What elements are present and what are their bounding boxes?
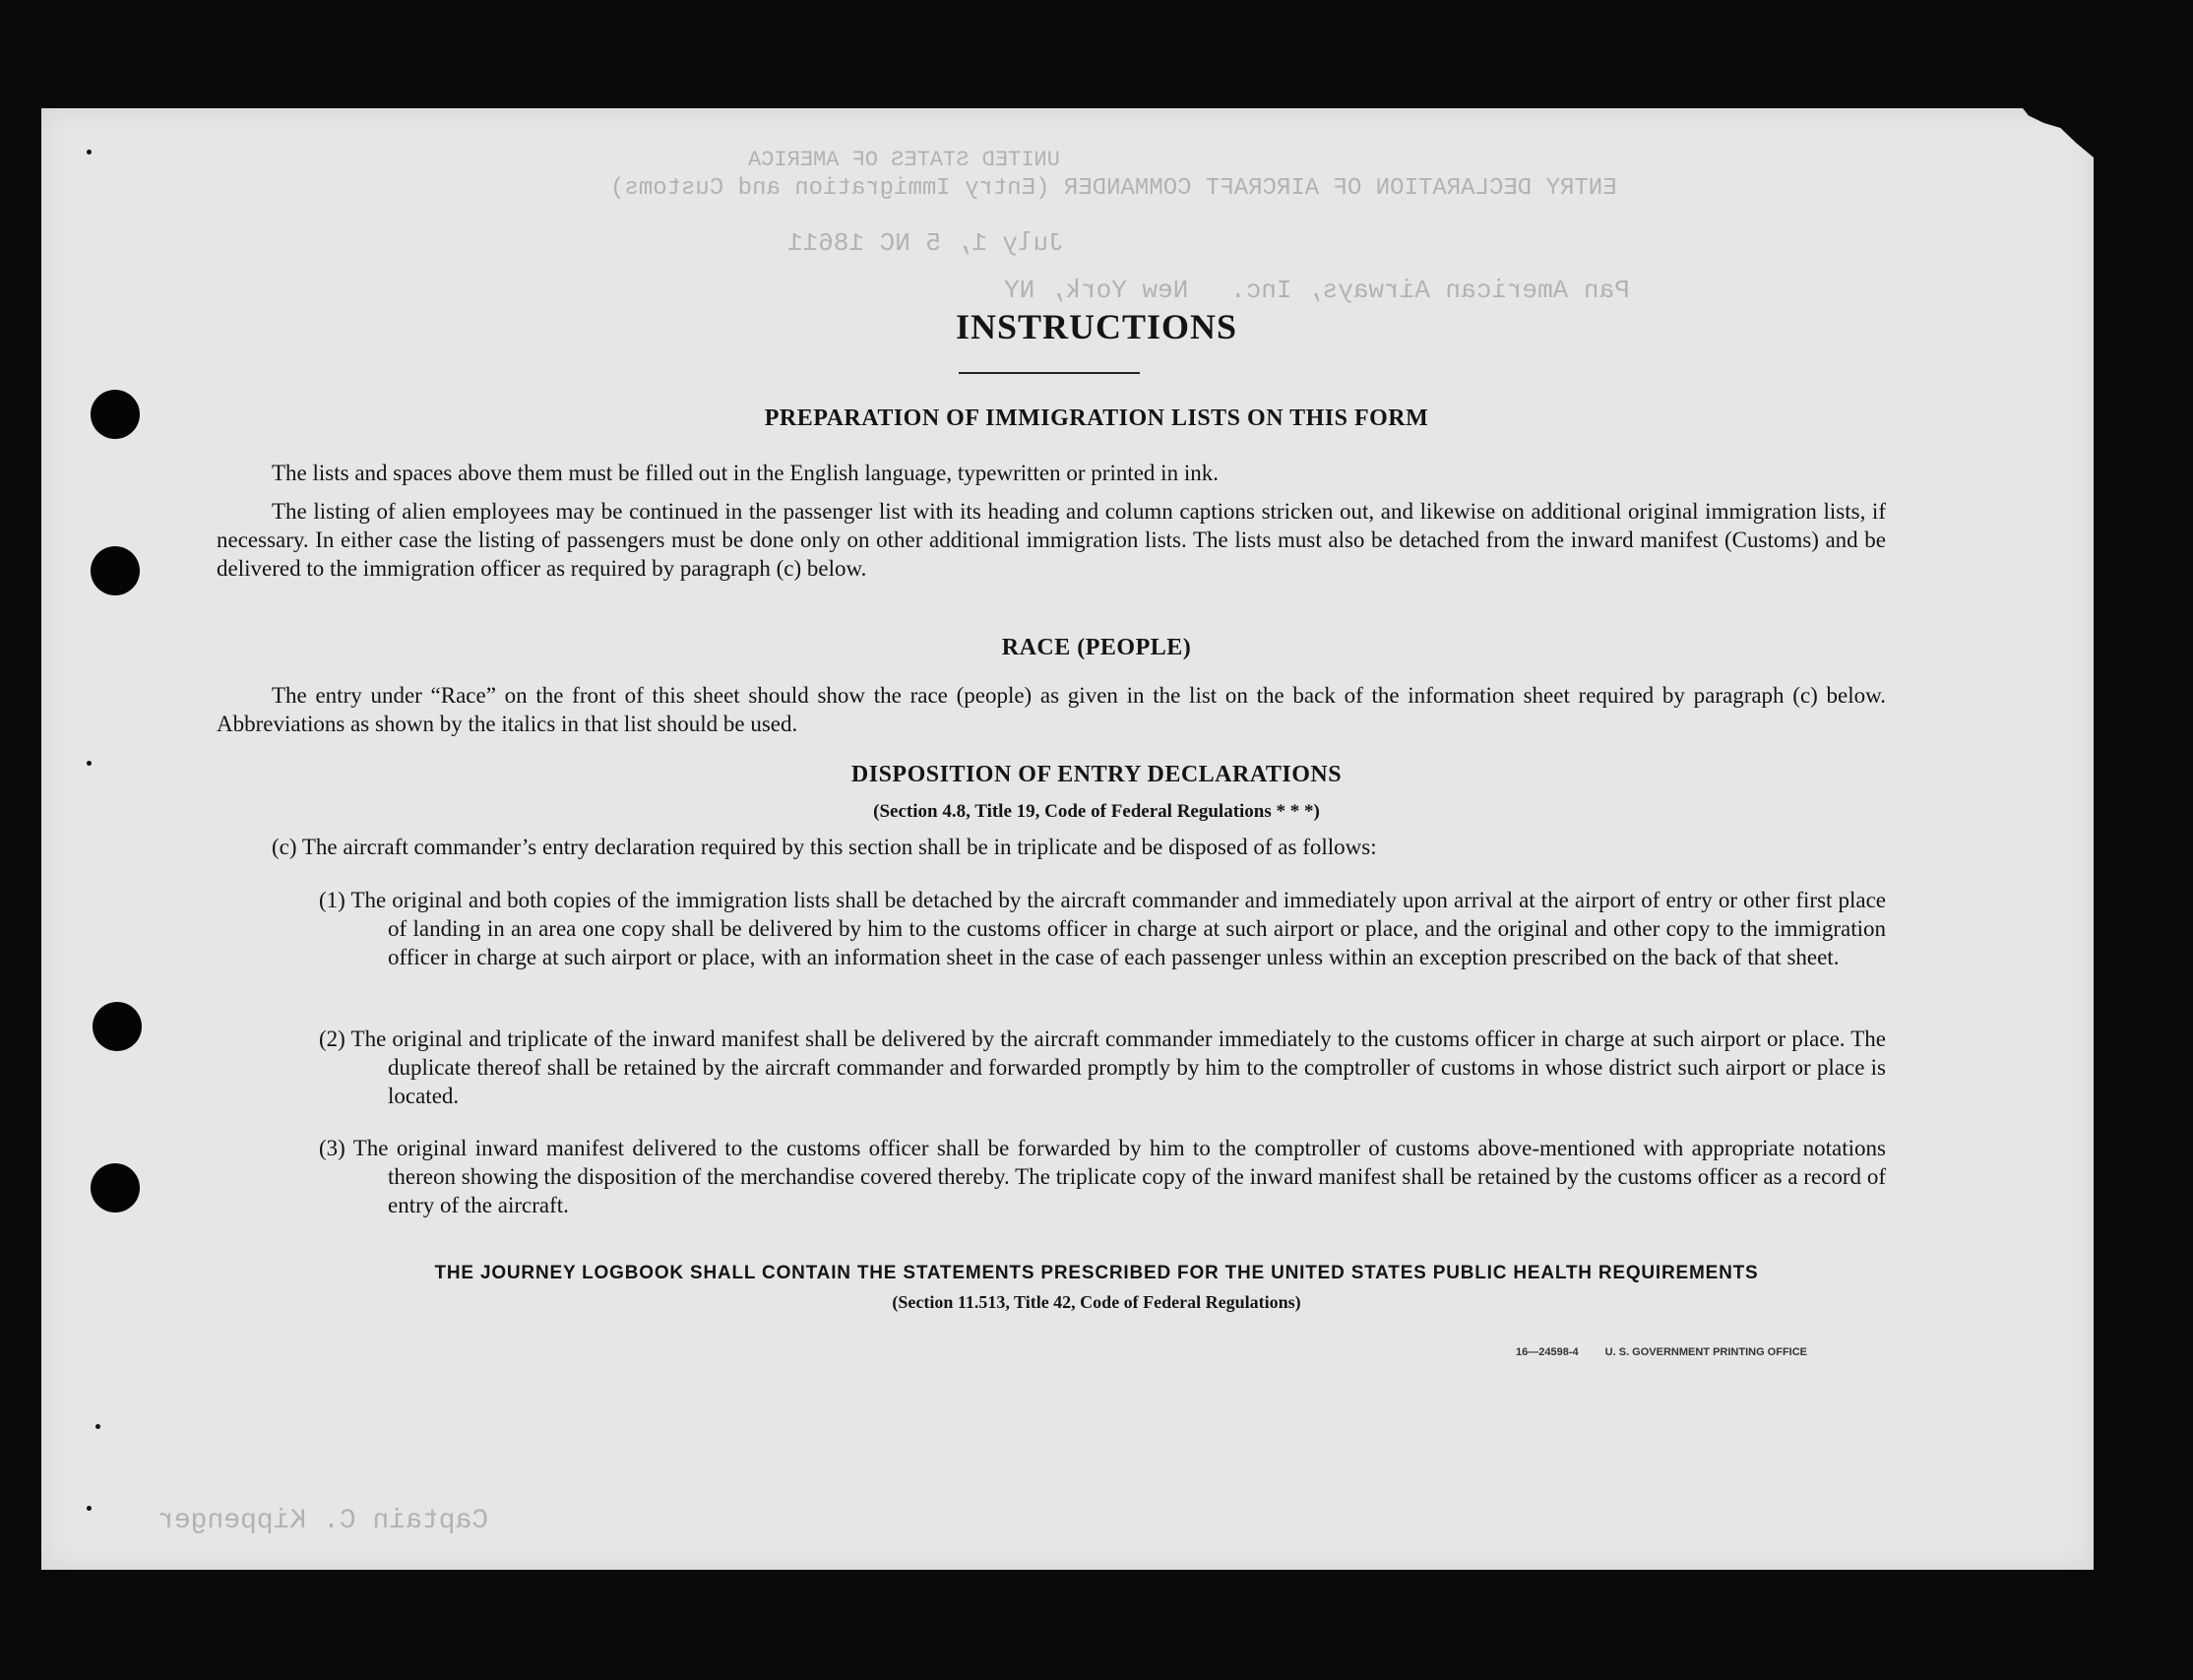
- bleed-through-form-title: ENTRY DECLARATION OF AIRCRAFT COMMANDER (Entry Immigration and Customs): [610, 175, 1617, 202]
- printer-name: U. S. GOVERNMENT PRINTING OFFICE: [1604, 1346, 1808, 1358]
- punch-hole: [91, 1163, 140, 1213]
- bleed-through-city: New York, NY: [1004, 276, 1189, 305]
- logbook-statement: THE JOURNEY LOGBOOK SHALL CONTAIN THE STATEMENTS PRESCRIBED FOR THE UNITED STATES PUBLIC HEALTH REQUIREMENTS: [434, 1263, 1759, 1283]
- bleed-through-date-line: July 1, 5 NC 18611: [787, 228, 1064, 258]
- paragraph-alien-employees: The listing of alien employees may be continued in the passenger list with its heading and column captions stricken out, and likewise on additional original immigration lists, if necessary. In either case the listing of passengers must be done only on other additional immigration lists. The lists must also be detached from the inward manifest (Customs) and be delivered to the immigration officer as required by paragraph (c) below.: [217, 499, 1886, 581]
- paragraph-c-intro: (c) The aircraft commander’s entry declaration required by this section shall be in triplicate and be disposed of as follows:: [272, 835, 1377, 859]
- list-item-2: (2) The original and triplicate of the inward manifest shall be delivered by the aircraft commander immediately to the customs officer in charge at such airport or place. The duplicate thereof shall be retained by the aircraft commander and forwarded promptly by him to the comptroller of customs in whose district such airport or place is located.: [319, 1027, 1886, 1108]
- document-title: INSTRUCTIONS: [955, 307, 1238, 346]
- speck: [87, 1506, 92, 1511]
- section-citation: (Section 4.8, Title 19, Code of Federal Regulations * * *): [873, 801, 1320, 822]
- torn-corner: [1975, 108, 2094, 157]
- speck: [87, 761, 92, 766]
- bleed-through-carrier: Pan American Airways, Inc.: [1230, 276, 1630, 305]
- section-heading-race: RACE (PEOPLE): [1001, 635, 1192, 660]
- section-heading-preparation: PREPARATION OF IMMIGRATION LISTS ON THIS FORM: [764, 405, 1429, 431]
- list-item-3: (3) The original inward manifest delivered to the customs officer shall be forwarded by him to the comptroller of customs above-mentioned with appropriate notations thereon showing the disposition of the merchandise covered thereby. The triplicate copy of the inward manifest shall be retained by the customs officer as a record of entry of the aircraft.: [319, 1136, 1886, 1217]
- title-underline: [959, 372, 1140, 374]
- paragraph-race: The entry under “Race” on the front of this sheet should show the race (people) as given in the list on the back of the information sheet required by paragraph (c) below. Abbreviations as shown by the italics in that list should be used.: [217, 683, 1886, 736]
- speck: [95, 1424, 100, 1429]
- list-item-1: (1) The original and both copies of the immigration lists shall be detached by the aircraft commander and immediately upon arrival at the airport of entry or other first place of landing in an area one copy shall be delivered by him to the customs officer in charge at such airport or place, and the original and other copy to the immigration officer in charge at such airport or place, with an information sheet in the case of each passenger unless within an exception prescribed on the back of that sheet.: [319, 888, 1886, 969]
- section-heading-disposition: DISPOSITION OF ENTRY DECLARATIONS: [850, 762, 1343, 787]
- punch-hole: [91, 546, 140, 595]
- bleed-through-agency: UNITED STATES OF AMERICA: [748, 148, 1060, 172]
- form-code: 16—24598-4: [1516, 1346, 1579, 1358]
- logbook-citation: (Section 11.513, Title 42, Code of Federal Regulations): [892, 1292, 1301, 1312]
- paragraph-language: The lists and spaces above them must be filled out in the English language, typewritten or printed in ink.: [272, 461, 1219, 485]
- printer-imprint: [1516, 1346, 1831, 1358]
- punch-hole: [93, 1002, 142, 1051]
- speck: [87, 150, 92, 155]
- bleed-through-captain: Captain C. Kippenger: [157, 1506, 489, 1536]
